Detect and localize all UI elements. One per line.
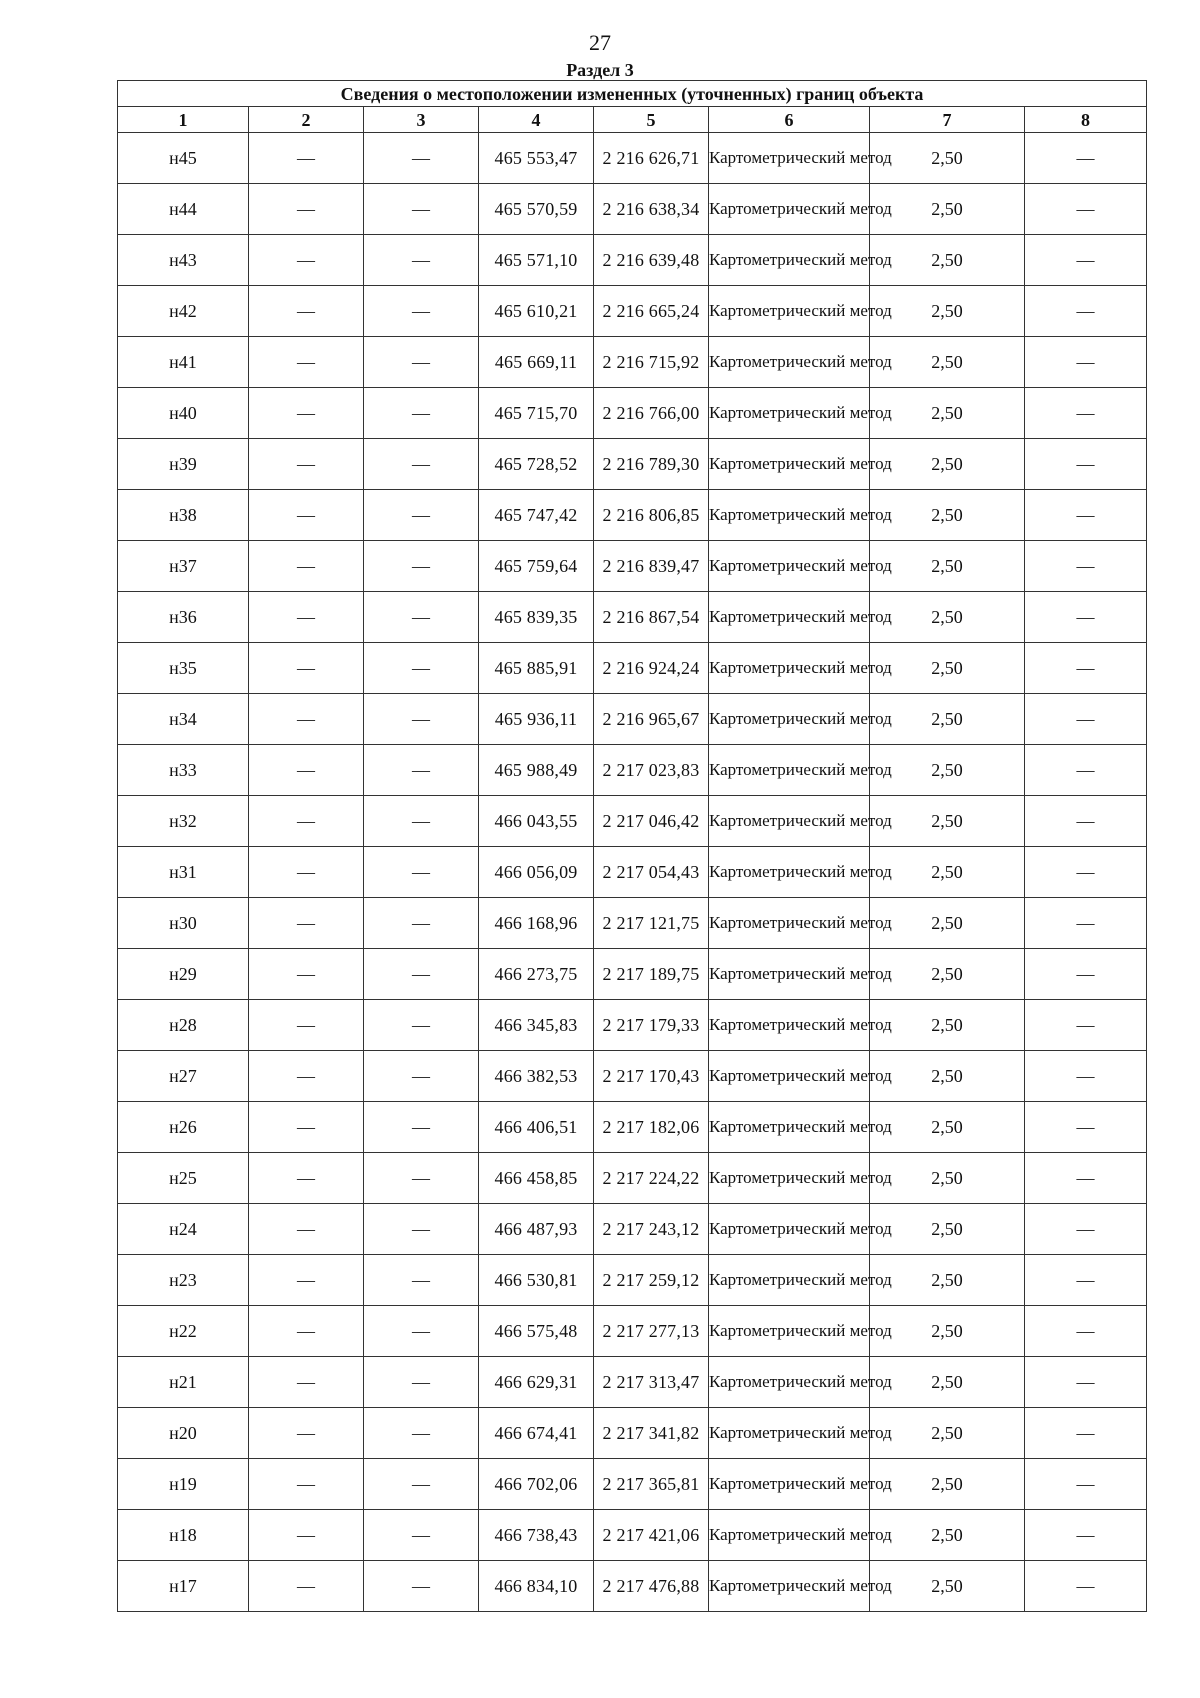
dash-cell: — [249,1408,364,1459]
x-coordinate-cell: 466 629,31 [479,1357,594,1408]
dash-cell: — [364,388,479,439]
point-name-cell: н42 [118,286,249,337]
dash-cell: — [364,898,479,949]
table-row [118,1510,1147,1561]
dash-cell: — [364,1153,479,1204]
dash-cell: — [249,133,364,184]
point-name-cell: н31 [118,847,249,898]
y-coordinate-cell: 2 216 626,71 [594,133,709,184]
accuracy-cell: 2,50 [870,1204,1025,1255]
dash-cell: — [249,1153,364,1204]
y-coordinate-cell: 2 217 259,12 [594,1255,709,1306]
dash-cell: — [249,286,364,337]
column-header: 7 [870,107,1025,133]
point-name-cell: н43 [118,235,249,286]
x-coordinate-cell: 466 056,09 [479,847,594,898]
method-cell: Картометрический метод [709,1408,870,1459]
dash-cell: — [364,439,479,490]
y-coordinate-cell: 2 216 665,24 [594,286,709,337]
accuracy-cell: 2,50 [870,1459,1025,1510]
table-row [118,490,1147,541]
table-row [118,1255,1147,1306]
column-header: 8 [1025,107,1147,133]
accuracy-cell: 2,50 [870,1306,1025,1357]
point-name-cell: н39 [118,439,249,490]
dash-cell: — [1025,1000,1147,1051]
table-row [118,1561,1147,1612]
x-coordinate-cell: 466 702,06 [479,1459,594,1510]
x-coordinate-cell: 466 530,81 [479,1255,594,1306]
dash-cell: — [1025,1204,1147,1255]
table-row [118,184,1147,235]
dash-cell: — [249,847,364,898]
accuracy-cell: 2,50 [870,286,1025,337]
dash-cell: — [364,1102,479,1153]
point-name-cell: н17 [118,1561,249,1612]
y-coordinate-cell: 2 217 054,43 [594,847,709,898]
dash-cell: — [364,643,479,694]
accuracy-cell: 2,50 [870,796,1025,847]
method-cell: Картометрический метод [709,1510,870,1561]
point-name-cell: н45 [118,133,249,184]
dash-cell: — [364,745,479,796]
dash-cell: — [364,694,479,745]
dash-cell: — [1025,796,1147,847]
method-cell: Картометрический метод [709,439,870,490]
x-coordinate-cell: 466 406,51 [479,1102,594,1153]
x-coordinate-cell: 466 834,10 [479,1561,594,1612]
x-coordinate-cell: 465 759,64 [479,541,594,592]
dash-cell: — [364,1459,479,1510]
dash-cell: — [249,1357,364,1408]
dash-cell: — [1025,643,1147,694]
section-title: Раздел 3 [566,60,634,80]
x-coordinate-cell: 465 988,49 [479,745,594,796]
dash-cell: — [249,643,364,694]
dash-cell: — [1025,1306,1147,1357]
point-name-cell: н37 [118,541,249,592]
column-header: 1 [118,107,249,133]
method-cell: Картометрический метод [709,643,870,694]
dash-cell: — [364,1306,479,1357]
dash-cell: — [1025,388,1147,439]
point-name-cell: н29 [118,949,249,1000]
point-name-cell: н44 [118,184,249,235]
method-cell: Картометрический метод [709,133,870,184]
method-cell: Картометрический метод [709,541,870,592]
table-row [118,745,1147,796]
dash-cell: — [249,949,364,1000]
column-header: 2 [249,107,364,133]
table-row [118,1408,1147,1459]
dash-cell: — [364,949,479,1000]
y-coordinate-cell: 2 216 867,54 [594,592,709,643]
dash-cell: — [364,796,479,847]
accuracy-cell: 2,50 [870,1153,1025,1204]
table-caption: Сведения о местоположении измененных (уточненных) границ объекта [118,81,1147,107]
boundary-coordinates-table [117,80,1147,1612]
x-coordinate-cell: 466 575,48 [479,1306,594,1357]
dash-cell: — [249,1102,364,1153]
dash-cell: — [364,1408,479,1459]
dash-cell: — [364,286,479,337]
table-row [118,1153,1147,1204]
accuracy-cell: 2,50 [870,1408,1025,1459]
y-coordinate-cell: 2 217 277,13 [594,1306,709,1357]
x-coordinate-cell: 466 382,53 [479,1051,594,1102]
y-coordinate-cell: 2 216 638,34 [594,184,709,235]
table-row [118,1000,1147,1051]
dash-cell: — [1025,541,1147,592]
table-row [118,847,1147,898]
dash-cell: — [249,1204,364,1255]
column-header: 6 [709,107,870,133]
dash-cell: — [249,235,364,286]
dash-cell: — [249,337,364,388]
dash-cell: — [1025,235,1147,286]
method-cell: Картометрический метод [709,847,870,898]
method-cell: Картометрический метод [709,1204,870,1255]
dash-cell: — [249,490,364,541]
dash-cell: — [1025,1102,1147,1153]
accuracy-cell: 2,50 [870,847,1025,898]
dash-cell: — [364,1204,479,1255]
method-cell: Картометрический метод [709,796,870,847]
dash-cell: — [1025,133,1147,184]
dash-cell: — [364,1510,479,1561]
dash-cell: — [1025,1255,1147,1306]
method-cell: Картометрический метод [709,592,870,643]
x-coordinate-cell: 465 570,59 [479,184,594,235]
x-coordinate-cell: 465 553,47 [479,133,594,184]
accuracy-cell: 2,50 [870,898,1025,949]
method-cell: Картометрический метод [709,1459,870,1510]
dash-cell: — [1025,439,1147,490]
x-coordinate-cell: 465 839,35 [479,592,594,643]
x-coordinate-cell: 466 487,93 [479,1204,594,1255]
y-coordinate-cell: 2 216 924,24 [594,643,709,694]
point-name-cell: н28 [118,1000,249,1051]
dash-cell: — [1025,1051,1147,1102]
accuracy-cell: 2,50 [870,235,1025,286]
y-coordinate-cell: 2 217 189,75 [594,949,709,1000]
method-cell: Картометрический метод [709,745,870,796]
table-row [118,133,1147,184]
x-coordinate-cell: 465 715,70 [479,388,594,439]
dash-cell: — [364,592,479,643]
accuracy-cell: 2,50 [870,184,1025,235]
point-name-cell: н25 [118,1153,249,1204]
point-name-cell: н36 [118,592,249,643]
y-coordinate-cell: 2 217 341,82 [594,1408,709,1459]
table-row [118,1459,1147,1510]
dash-cell: — [364,1000,479,1051]
method-cell: Картометрический метод [709,694,870,745]
dash-cell: — [1025,592,1147,643]
table-row [118,1306,1147,1357]
dash-cell: — [249,1000,364,1051]
x-coordinate-cell: 466 168,96 [479,898,594,949]
accuracy-cell: 2,50 [870,1255,1025,1306]
table-row [118,235,1147,286]
point-name-cell: н23 [118,1255,249,1306]
table-row [118,898,1147,949]
dash-cell: — [364,847,479,898]
method-cell: Картометрический метод [709,388,870,439]
x-coordinate-cell: 466 273,75 [479,949,594,1000]
y-coordinate-cell: 2 217 023,83 [594,745,709,796]
x-coordinate-cell: 466 043,55 [479,796,594,847]
column-header: 3 [364,107,479,133]
point-name-cell: н35 [118,643,249,694]
dash-cell: — [1025,1561,1147,1612]
method-cell: Картометрический метод [709,184,870,235]
accuracy-cell: 2,50 [870,439,1025,490]
method-cell: Картометрический метод [709,1051,870,1102]
page-number: 27 [589,30,611,55]
method-cell: Картометрический метод [709,1306,870,1357]
dash-cell: — [364,1255,479,1306]
y-coordinate-cell: 2 217 170,43 [594,1051,709,1102]
x-coordinate-cell: 465 610,21 [479,286,594,337]
accuracy-cell: 2,50 [870,1051,1025,1102]
accuracy-cell: 2,50 [870,1510,1025,1561]
method-cell: Картометрический метод [709,286,870,337]
accuracy-cell: 2,50 [870,643,1025,694]
dash-cell: — [364,1051,479,1102]
method-cell: Картометрический метод [709,337,870,388]
column-header: 5 [594,107,709,133]
point-name-cell: н32 [118,796,249,847]
x-coordinate-cell: 465 728,52 [479,439,594,490]
dash-cell: — [1025,949,1147,1000]
accuracy-cell: 2,50 [870,694,1025,745]
y-coordinate-cell: 2 217 313,47 [594,1357,709,1408]
table-row [118,388,1147,439]
point-name-cell: н20 [118,1408,249,1459]
y-coordinate-cell: 2 216 789,30 [594,439,709,490]
dash-cell: — [249,439,364,490]
table-row [118,337,1147,388]
method-cell: Картометрический метод [709,1000,870,1051]
accuracy-cell: 2,50 [870,745,1025,796]
table-row [118,286,1147,337]
x-coordinate-cell: 466 458,85 [479,1153,594,1204]
table-row [118,949,1147,1000]
x-coordinate-cell: 466 738,43 [479,1510,594,1561]
point-name-cell: н19 [118,1459,249,1510]
table-body [118,133,1147,1612]
accuracy-cell: 2,50 [870,949,1025,1000]
accuracy-cell: 2,50 [870,388,1025,439]
method-cell: Картометрический метод [709,1357,870,1408]
point-name-cell: н40 [118,388,249,439]
x-coordinate-cell: 465 571,10 [479,235,594,286]
dash-cell: — [1025,286,1147,337]
y-coordinate-cell: 2 217 182,06 [594,1102,709,1153]
x-coordinate-cell: 466 674,41 [479,1408,594,1459]
dash-cell: — [364,184,479,235]
accuracy-cell: 2,50 [870,1561,1025,1612]
dash-cell: — [1025,1408,1147,1459]
table-row [118,643,1147,694]
x-coordinate-cell: 465 669,11 [479,337,594,388]
dash-cell: — [249,796,364,847]
x-coordinate-cell: 465 747,42 [479,490,594,541]
dash-cell: — [1025,1459,1147,1510]
point-name-cell: н41 [118,337,249,388]
accuracy-cell: 2,50 [870,1357,1025,1408]
accuracy-cell: 2,50 [870,1000,1025,1051]
x-coordinate-cell: 465 936,11 [479,694,594,745]
table-row [118,541,1147,592]
y-coordinate-cell: 2 217 224,22 [594,1153,709,1204]
method-cell: Картометрический метод [709,1102,870,1153]
dash-cell: — [1025,337,1147,388]
point-name-cell: н33 [118,745,249,796]
y-coordinate-cell: 2 217 243,12 [594,1204,709,1255]
point-name-cell: н24 [118,1204,249,1255]
table-row [118,694,1147,745]
table-row [118,1204,1147,1255]
dash-cell: — [249,898,364,949]
dash-cell: — [249,1459,364,1510]
point-name-cell: н26 [118,1102,249,1153]
table-row [118,1102,1147,1153]
y-coordinate-cell: 2 216 639,48 [594,235,709,286]
accuracy-cell: 2,50 [870,490,1025,541]
point-name-cell: н18 [118,1510,249,1561]
dash-cell: — [249,1051,364,1102]
point-name-cell: н21 [118,1357,249,1408]
dash-cell: — [1025,898,1147,949]
y-coordinate-cell: 2 217 046,42 [594,796,709,847]
method-cell: Картометрический метод [709,1255,870,1306]
dash-cell: — [1025,847,1147,898]
x-coordinate-cell: 465 885,91 [479,643,594,694]
dash-cell: — [249,1306,364,1357]
dash-cell: — [1025,1510,1147,1561]
dash-cell: — [364,133,479,184]
accuracy-cell: 2,50 [870,337,1025,388]
dash-cell: — [249,694,364,745]
point-name-cell: н38 [118,490,249,541]
method-cell: Картометрический метод [709,235,870,286]
dash-cell: — [249,1561,364,1612]
dash-cell: — [249,1510,364,1561]
method-cell: Картометрический метод [709,949,870,1000]
accuracy-cell: 2,50 [870,592,1025,643]
method-cell: Картометрический метод [709,1153,870,1204]
table-row [118,1357,1147,1408]
y-coordinate-cell: 2 216 766,00 [594,388,709,439]
dash-cell: — [1025,184,1147,235]
dash-cell: — [364,490,479,541]
y-coordinate-cell: 2 217 365,81 [594,1459,709,1510]
method-cell: Картометрический метод [709,1561,870,1612]
y-coordinate-cell: 2 216 715,92 [594,337,709,388]
table-row [118,1051,1147,1102]
dash-cell: — [1025,745,1147,796]
point-name-cell: н34 [118,694,249,745]
accuracy-cell: 2,50 [870,1102,1025,1153]
dash-cell: — [364,541,479,592]
table-row [118,796,1147,847]
dash-cell: — [364,235,479,286]
y-coordinate-cell: 2 216 965,67 [594,694,709,745]
accuracy-cell: 2,50 [870,541,1025,592]
dash-cell: — [1025,1357,1147,1408]
dash-cell: — [249,745,364,796]
column-header: 4 [479,107,594,133]
y-coordinate-cell: 2 216 806,85 [594,490,709,541]
y-coordinate-cell: 2 217 421,06 [594,1510,709,1561]
method-cell: Картометрический метод [709,898,870,949]
dash-cell: — [249,388,364,439]
dash-cell: — [249,1255,364,1306]
table-row [118,439,1147,490]
dash-cell: — [249,184,364,235]
point-name-cell: н22 [118,1306,249,1357]
x-coordinate-cell: 466 345,83 [479,1000,594,1051]
dash-cell: — [364,337,479,388]
point-name-cell: н27 [118,1051,249,1102]
column-header-row [118,107,1147,133]
dash-cell: — [249,541,364,592]
y-coordinate-cell: 2 216 839,47 [594,541,709,592]
y-coordinate-cell: 2 217 121,75 [594,898,709,949]
table-row [118,592,1147,643]
dash-cell: — [249,592,364,643]
y-coordinate-cell: 2 217 476,88 [594,1561,709,1612]
y-coordinate-cell: 2 217 179,33 [594,1000,709,1051]
dash-cell: — [364,1357,479,1408]
point-name-cell: н30 [118,898,249,949]
dash-cell: — [1025,490,1147,541]
method-cell: Картометрический метод [709,490,870,541]
accuracy-cell: 2,50 [870,133,1025,184]
dash-cell: — [364,1561,479,1612]
dash-cell: — [1025,694,1147,745]
dash-cell: — [1025,1153,1147,1204]
